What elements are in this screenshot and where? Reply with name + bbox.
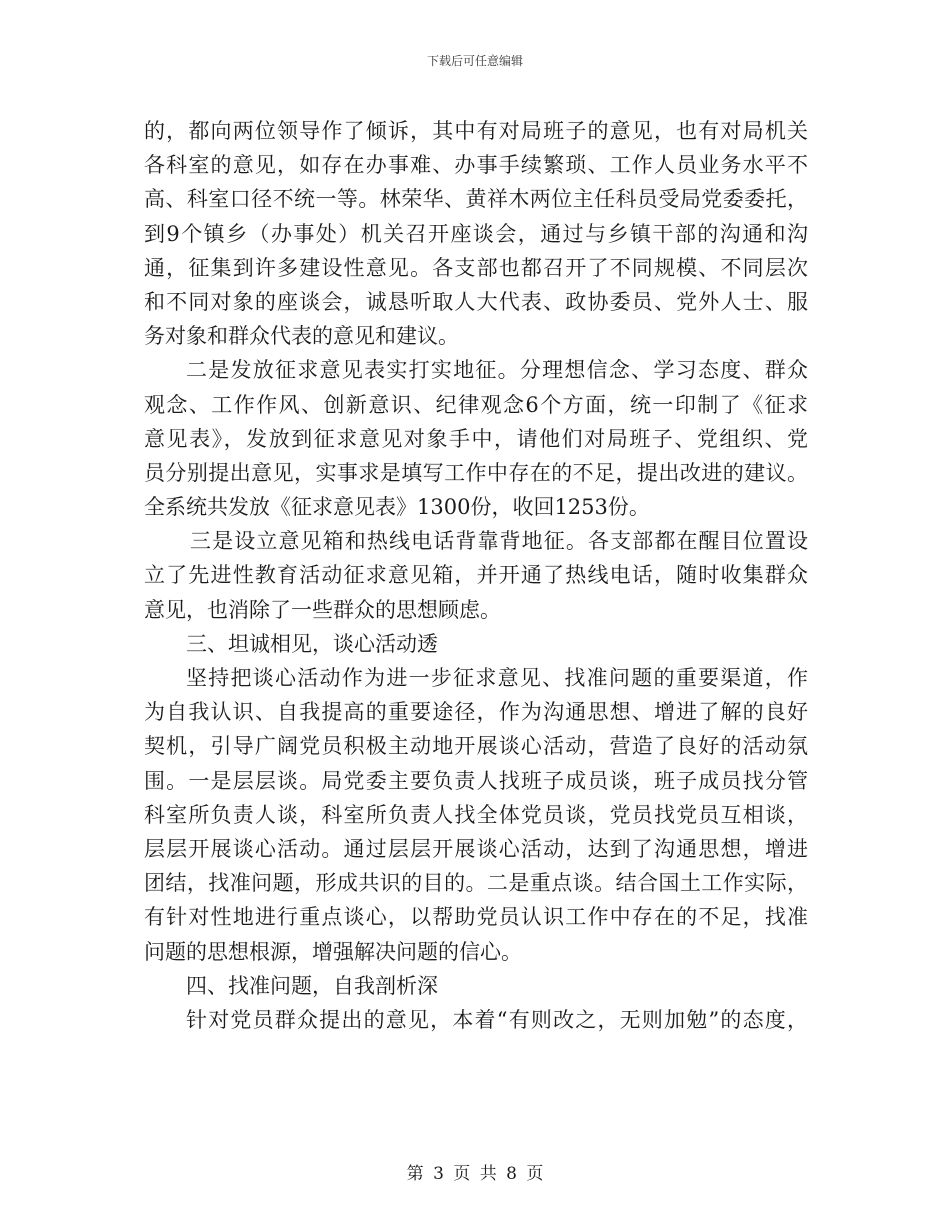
paragraph-line: 有针对性地进行重点谈心，以帮助党员认识工作中存在的不足，找准: [144, 905, 808, 930]
paragraph-line: 的，都向两位领导作了倾诉，其中有对局班子的意见，也有对局机关: [144, 119, 808, 143]
paragraph-line: 全系统共发放《征求意见表》1300份，收回1253份。: [144, 495, 650, 520]
paragraph-line: 意见，也消除了一些群众的思想顾虑。: [144, 597, 501, 622]
section-heading: 三、坦诚相见，谈心活动透: [186, 631, 438, 656]
section-heading: 四、找准问题，自我剖析深: [186, 973, 438, 998]
paragraph-line: 务对象和群众代表的意见和建议。: [144, 324, 459, 349]
paragraph-line: 通，征集到许多建设性意见。各支部也都召开了不同规模、不同层次: [144, 255, 808, 280]
paragraph-line: 三是设立意见箱和热线电话背靠背地征。各支部都在醒目位置设: [190, 529, 808, 554]
paragraph-line: 契机，引导广阔党员积极主动地开展谈心活动，营造了良好的活动氛: [144, 734, 808, 759]
paragraph-line: 坚持把谈心活动作为进一步征求意见、找准问题的重要渠道，作: [186, 666, 808, 690]
paragraph-line: 高、科室口径不统一等。林荣华、黄祥木两位主任科员受局党委委托，: [144, 187, 808, 212]
paragraph-line: 各科室的意见，如存在办事难、办事手续繁琐、工作人员业务水平不: [144, 153, 808, 178]
paragraph-line: 为自我认识、自我提高的重要途径，作为沟通思想、增进了解的良好: [144, 700, 808, 725]
paragraph-line: 围。一是层层谈。局党委主要负责人找班子成员谈，班子成员找分管: [144, 768, 808, 793]
page-header: 下载后可任意编辑: [426, 54, 523, 68]
paragraph-line: 问题的思想根源，增强解决问题的信心。: [144, 939, 522, 964]
paragraph-line: 立了先进性教育活动征求意见箱，并开通了热线电话，随时收集群众: [144, 563, 808, 588]
paragraph-line: 员分别提出意见，实事求是填写工作中存在的不足，提出改进的建议。: [144, 460, 808, 485]
paragraph-line: 科室所负责人谈，科室所负责人找全体党员谈，党员找党员互相谈，: [144, 802, 808, 827]
paragraph-line: 二是发放征求意见表实打实地征。分理想信念、学习态度、群众: [186, 358, 808, 383]
page-number-footer: 第 3 页 共 8 页: [406, 1164, 544, 1184]
paragraph-line: 意见表》，发放到征求意见对象手中，请他们对局班子、党组织、党: [144, 426, 808, 451]
document-body: [144, 114, 808, 1037]
paragraph-line: 团结，找准问题，形成共识的目的。二是重点谈。结合国土工作实际，: [144, 871, 808, 896]
paragraph-line: 观念、工作作风、创新意识、纪律观念6个方面，统一印制了《征求: [144, 392, 808, 417]
paragraph-line: 针对党员群众提出的意见，本着“有则改之，无则加勉”的态度，: [186, 1007, 808, 1032]
paragraph-line: 和不同对象的座谈会，诚恳听取人大代表、政协委员、党外人士、服: [144, 289, 808, 314]
paragraph-line: 层层开展谈心活动。通过层层开展谈心活动，达到了沟通思想，增进: [144, 836, 808, 861]
paragraph-line: 到9个镇乡（办事处）机关召开座谈会，通过与乡镇干部的沟通和沟: [144, 221, 808, 246]
